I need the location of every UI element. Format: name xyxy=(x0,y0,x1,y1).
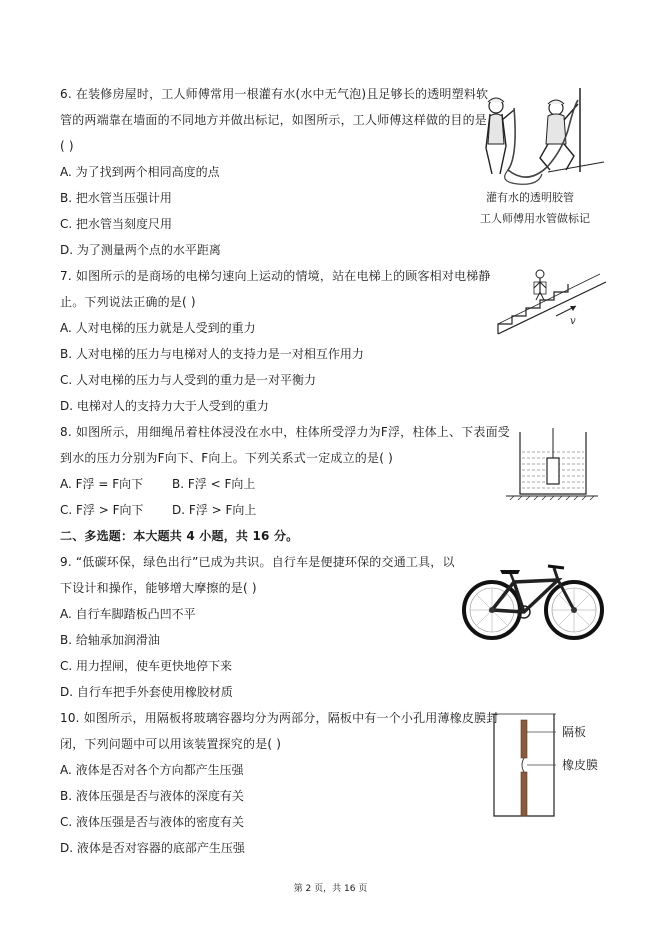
q6-option-b: B. 把水管当压强计用 xyxy=(60,191,172,205)
q6-stem-line1: 6. 在装修房屋时，工人师傅常用一根灌有水(水中无气泡)且足够长的透明塑料软 xyxy=(60,87,489,101)
q7-escalator-figure xyxy=(494,266,610,338)
q8-stem-line2: 到水的压力分别为F向下、F向上。下列关系式一定成立的是( ) xyxy=(60,451,393,465)
q6-option-a: A. 为了找到两个相同高度的点 xyxy=(60,165,220,179)
q7-option-a: A. 人对电梯的压力就是人受到的重力 xyxy=(60,321,256,335)
q7-option-b: B. 人对电梯的压力与电梯对人的支持力是一对相互作用力 xyxy=(60,347,364,361)
q10-option-d: D. 液体是否对容器的底部产生压强 xyxy=(60,841,245,855)
q6-option-c: C. 把水管当刻度尺用 xyxy=(60,217,173,231)
q7-option-d: D. 电梯对人的支持力大于人受到的重力 xyxy=(60,399,269,413)
q8-option-d: D. F浮 > F向上 xyxy=(172,503,257,517)
q8-beaker-figure xyxy=(506,428,598,500)
q7-stem-line1: 7. 如图所示的是商场的电梯匀速向上运动的情境，站在电梯上的顾客相对电梯静 xyxy=(60,269,491,283)
q10-container-figure xyxy=(490,710,560,820)
q8-option-c: C. F浮 > F向下 xyxy=(60,503,144,517)
q10-option-c: C. 液体压强是否与液体的密度有关 xyxy=(60,815,245,829)
q8-option-a: A. F浮 = F向下 xyxy=(60,477,144,491)
q10-membrane-label: 橡皮膜 xyxy=(562,758,599,772)
q6-stem-line2: 管的两端靠在墙面的不同地方并做出标记，如图所示，工人师傅这样做的目的是 xyxy=(60,113,488,127)
q8-stem-line1: 8. 如图所示，用细绳吊着柱体浸没在水中，柱体所受浮力为F浮，柱体上、下表面受 xyxy=(60,425,510,439)
q10-partition-label: 隔板 xyxy=(562,725,587,739)
q9-stem-line2: 下设计和操作，能够增大摩擦的是( ) xyxy=(60,581,257,595)
q9-option-b: B. 给轴承加润滑油 xyxy=(60,633,160,647)
q10-stem-line1: 10. 如图所示，用隔板将玻璃容器均分为两部分，隔板中有一个小孔用薄橡皮膜封 xyxy=(60,711,499,725)
q10-option-a: A. 液体是否对各个方向都产生压强 xyxy=(60,763,244,777)
q6-option-d: D. 为了测量两个点的水平距离 xyxy=(60,243,221,257)
q10-option-b: B. 液体压强是否与液体的深度有关 xyxy=(60,789,244,803)
q6-figure-caption2: 工人师傅用水管做标记 xyxy=(480,212,590,225)
section-multi-choice-heading: 二、多选题：本大题共 4 小题，共 16 分。 xyxy=(60,529,299,543)
q9-stem-line1: 9. “低碳环保，绿色出行”已成为共识。自行车是便捷环保的交通工具，以 xyxy=(60,555,455,569)
q9-option-d: D. 自行车把手外套使用橡胶材质 xyxy=(60,685,233,699)
q9-bicycle-figure xyxy=(462,560,604,642)
q9-option-a: A. 自行车脚踏板凸凹不平 xyxy=(60,607,196,621)
page-footer: 第 2 页，共 16 页 xyxy=(293,884,368,894)
q9-option-c: C. 用力捏闸，使车更快地停下来 xyxy=(60,659,233,673)
q7-velocity-label: v xyxy=(570,316,576,327)
q6-figure-caption1: 灌有水的透明胶管 xyxy=(486,191,574,204)
q6-stem-line3: ( ) xyxy=(60,139,74,153)
q10-stem-line2: 闭，下列问题中可以用该装置探究的是( ) xyxy=(60,737,282,751)
q7-stem-line2: 止。下列说法正确的是( ) xyxy=(60,295,196,309)
q8-option-b: B. F浮 < F向上 xyxy=(172,477,256,491)
q6-workers-figure xyxy=(478,86,606,190)
q7-option-c: C. 人对电梯的压力与人受到的重力是一对平衡力 xyxy=(60,373,317,387)
